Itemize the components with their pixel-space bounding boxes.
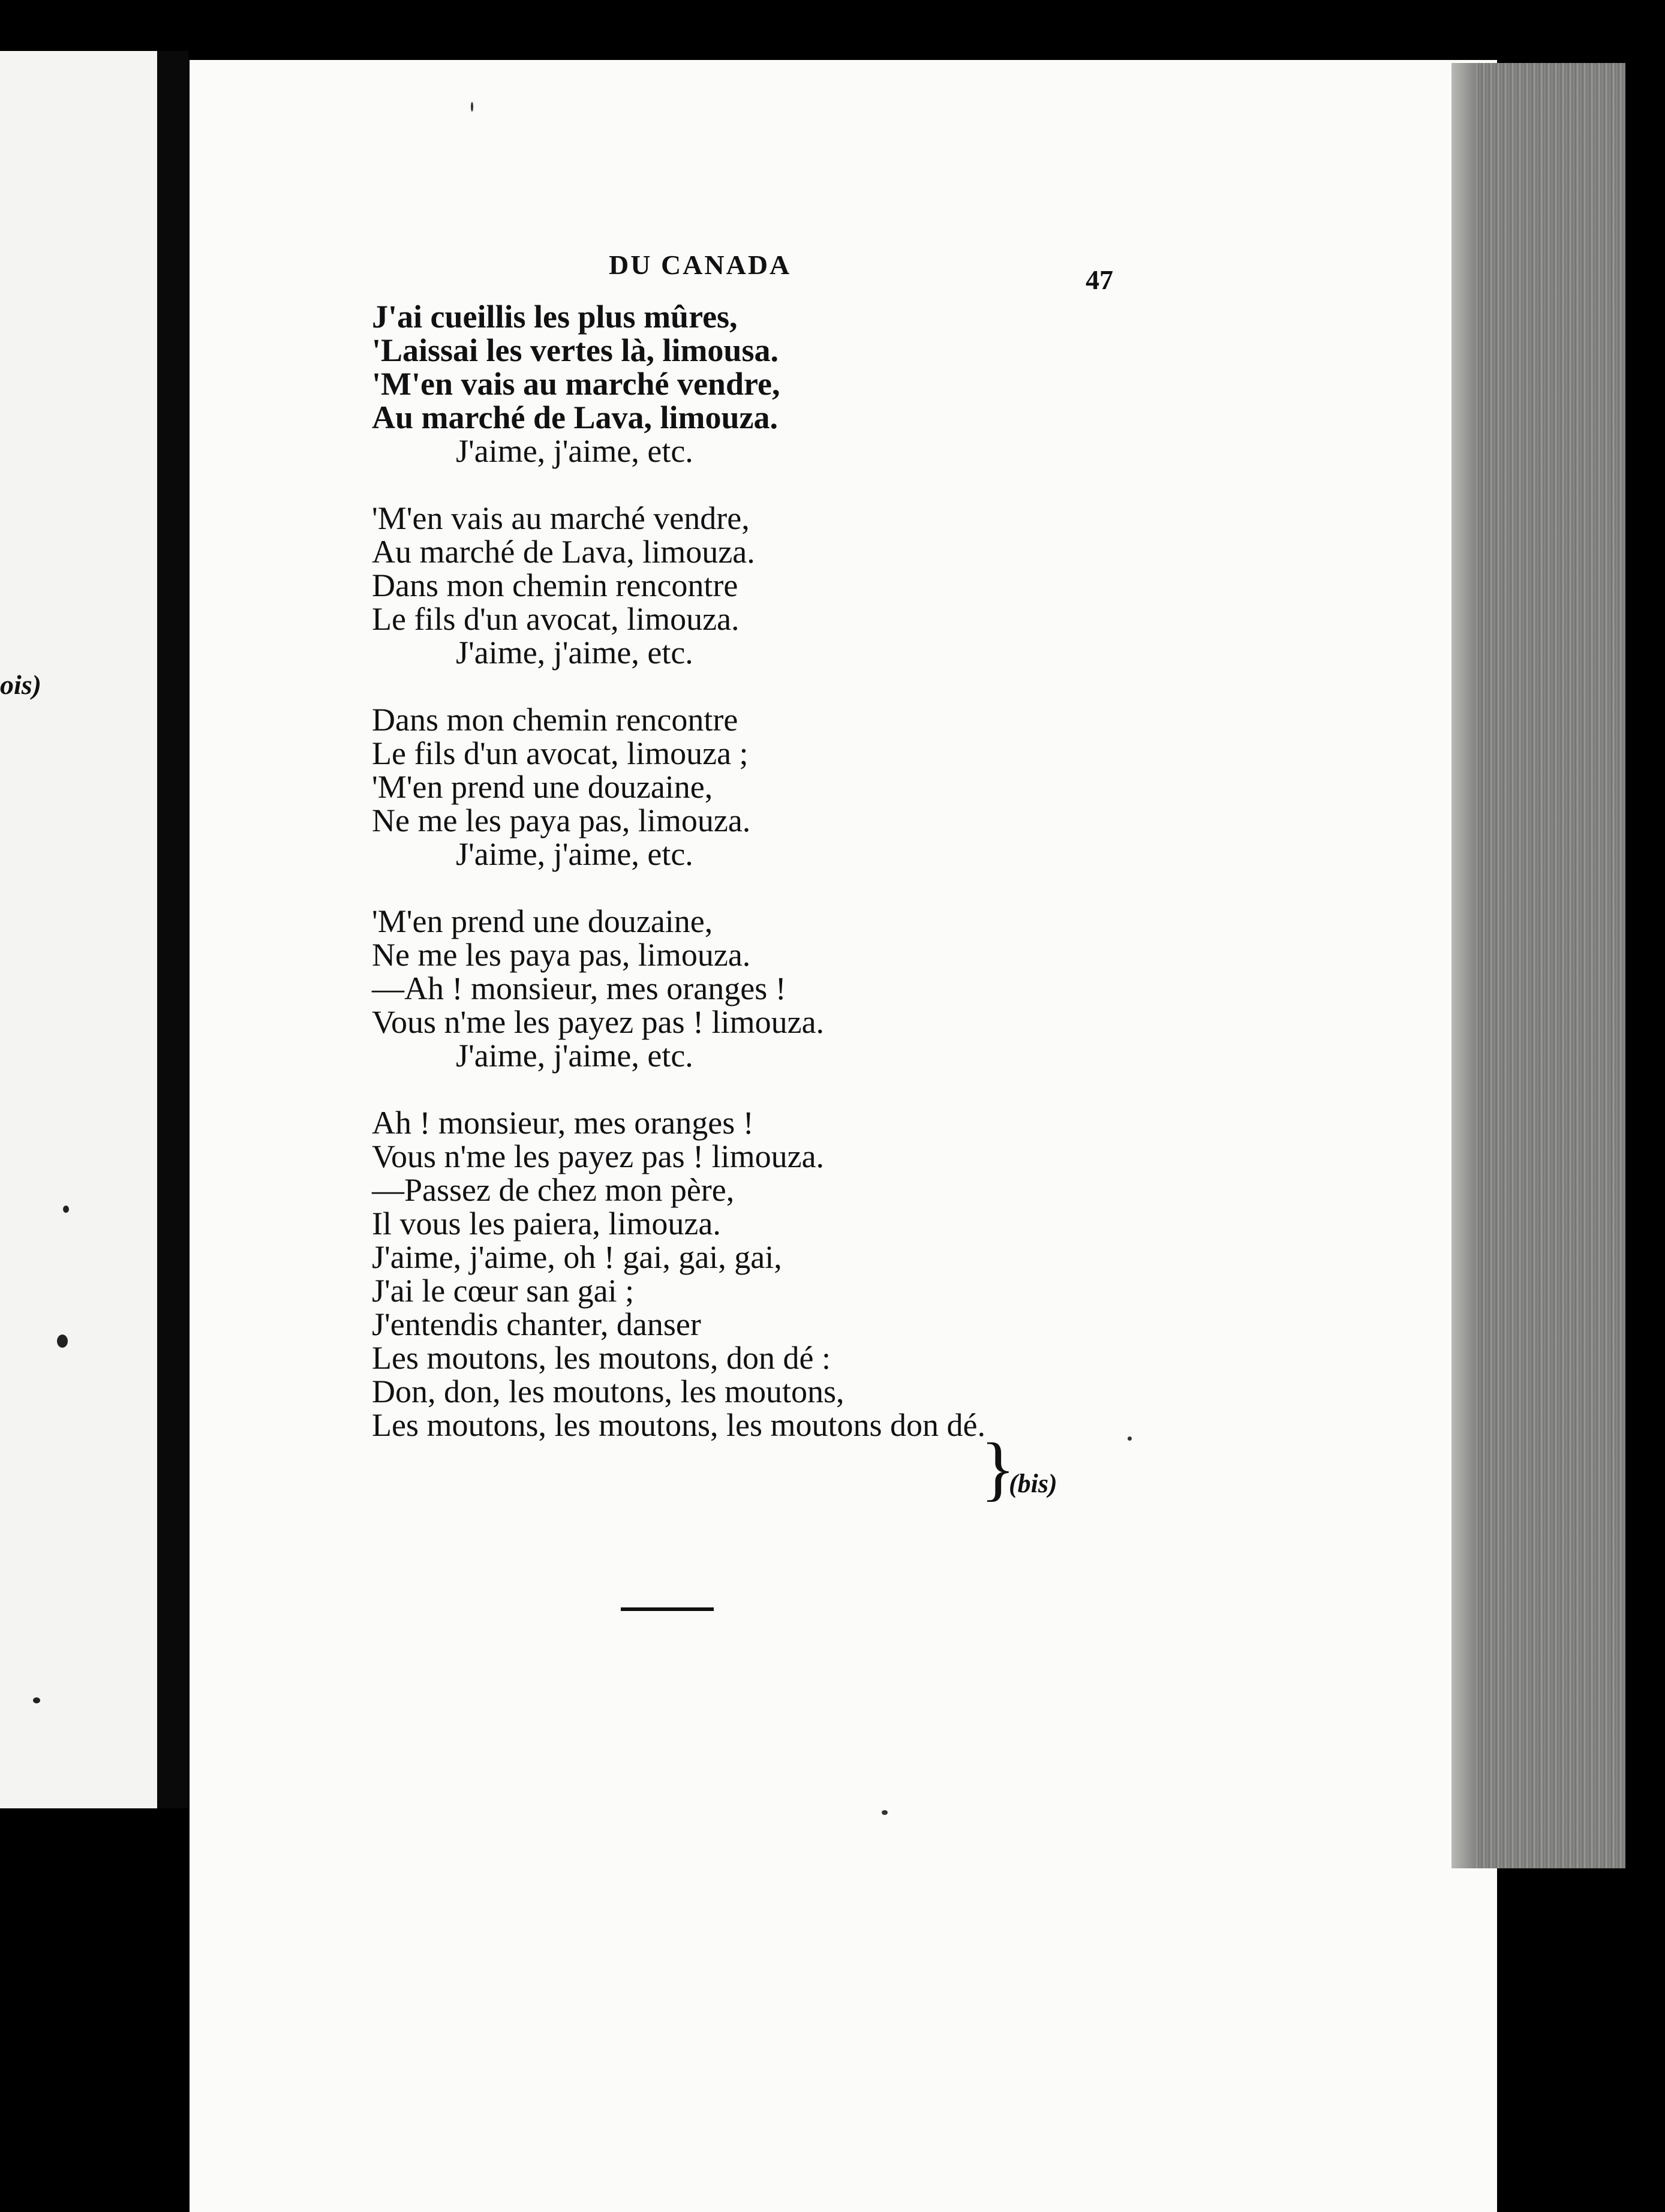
poem-text (372, 300, 1092, 1475)
refrain-line: J'aime, j'aime, etc. (456, 433, 693, 469)
refrain-line: J'aime, j'aime, etc. (456, 836, 693, 872)
stanza (372, 1106, 1092, 1442)
verse-line: Vous n'me les payez pas ! limouza. (372, 1004, 825, 1040)
verse-line: 'Laissai les vertes là, limousa. (372, 332, 779, 368)
speck (63, 1206, 69, 1213)
verse-line: Ah ! monsieur, mes oranges ! (372, 1105, 754, 1141)
verse-line: Dans mon chemin rencontre (372, 567, 738, 603)
verse-line: J'ai cueillis les plus mûres, (372, 299, 738, 335)
speck (57, 1335, 68, 1348)
facing-page (0, 51, 157, 1808)
verse-line: Au marché de Lava, limouza. (372, 399, 778, 435)
bis-label: (bis) (1009, 1469, 1057, 1498)
book-gutter (157, 51, 188, 1808)
verse-line: Le fils d'un avocat, limouza. (372, 601, 740, 637)
verse-line: Au marché de Lava, limouza. (372, 534, 755, 570)
verse-line: Les moutons, les moutons, les moutons don dé. (372, 1407, 985, 1443)
verse-line: 'M'en prend une douzaine, (372, 769, 713, 805)
verse-line: Il vous les paiera, limouza. (372, 1206, 721, 1242)
bis-brace: } (981, 1428, 1015, 1508)
verse-line: —Ah ! monsieur, mes oranges ! (372, 970, 786, 1006)
verse-line: J'aime, j'aime, oh ! gai, gai, gai, (372, 1239, 782, 1275)
verse-line: 'M'en vais au marché vendre, (372, 500, 750, 536)
stanza (372, 703, 1092, 871)
page-edge-shade (1451, 63, 1475, 1868)
verse-line: Ne me les paya pas, limouza. (372, 937, 751, 973)
verse-line: 'M'en vais au marché vendre, (372, 366, 780, 402)
verse-line: Ne me les paya pas, limouza. (372, 803, 751, 838)
verse-line: J'ai le cœur san gai ; (372, 1273, 635, 1309)
verse-line: —Passez de chez mon père, (372, 1172, 735, 1208)
page-block-edge (1451, 63, 1625, 1868)
page-number: 47 (1086, 265, 1113, 295)
running-head: DU CANADA (609, 250, 792, 280)
verse-line: 'M'en prend une douzaine, (372, 903, 713, 939)
end-rule (621, 1607, 714, 1611)
speck (33, 1697, 40, 1703)
facing-page-edge-text: ois) (0, 669, 41, 700)
verse-line: J'entendis chanter, danser (372, 1306, 701, 1342)
speck (882, 1810, 888, 1815)
verse-line: Don, don, les moutons, les moutons, (372, 1374, 844, 1409)
verse-line: Le fils d'un avocat, limouza ; (372, 735, 749, 771)
verse-line: Dans mon chemin rencontre (372, 702, 738, 738)
refrain-line: J'aime, j'aime, etc. (456, 635, 693, 671)
verse-line: Vous n'me les payez pas ! limouza. (372, 1138, 825, 1174)
stanza (372, 300, 1092, 468)
stanza (372, 501, 1092, 669)
speck (471, 102, 473, 112)
stanza (372, 904, 1092, 1072)
speck (1128, 1436, 1132, 1441)
verse-line: Les moutons, les moutons, don dé : (372, 1340, 831, 1376)
refrain-line: J'aime, j'aime, etc. (456, 1038, 693, 1074)
